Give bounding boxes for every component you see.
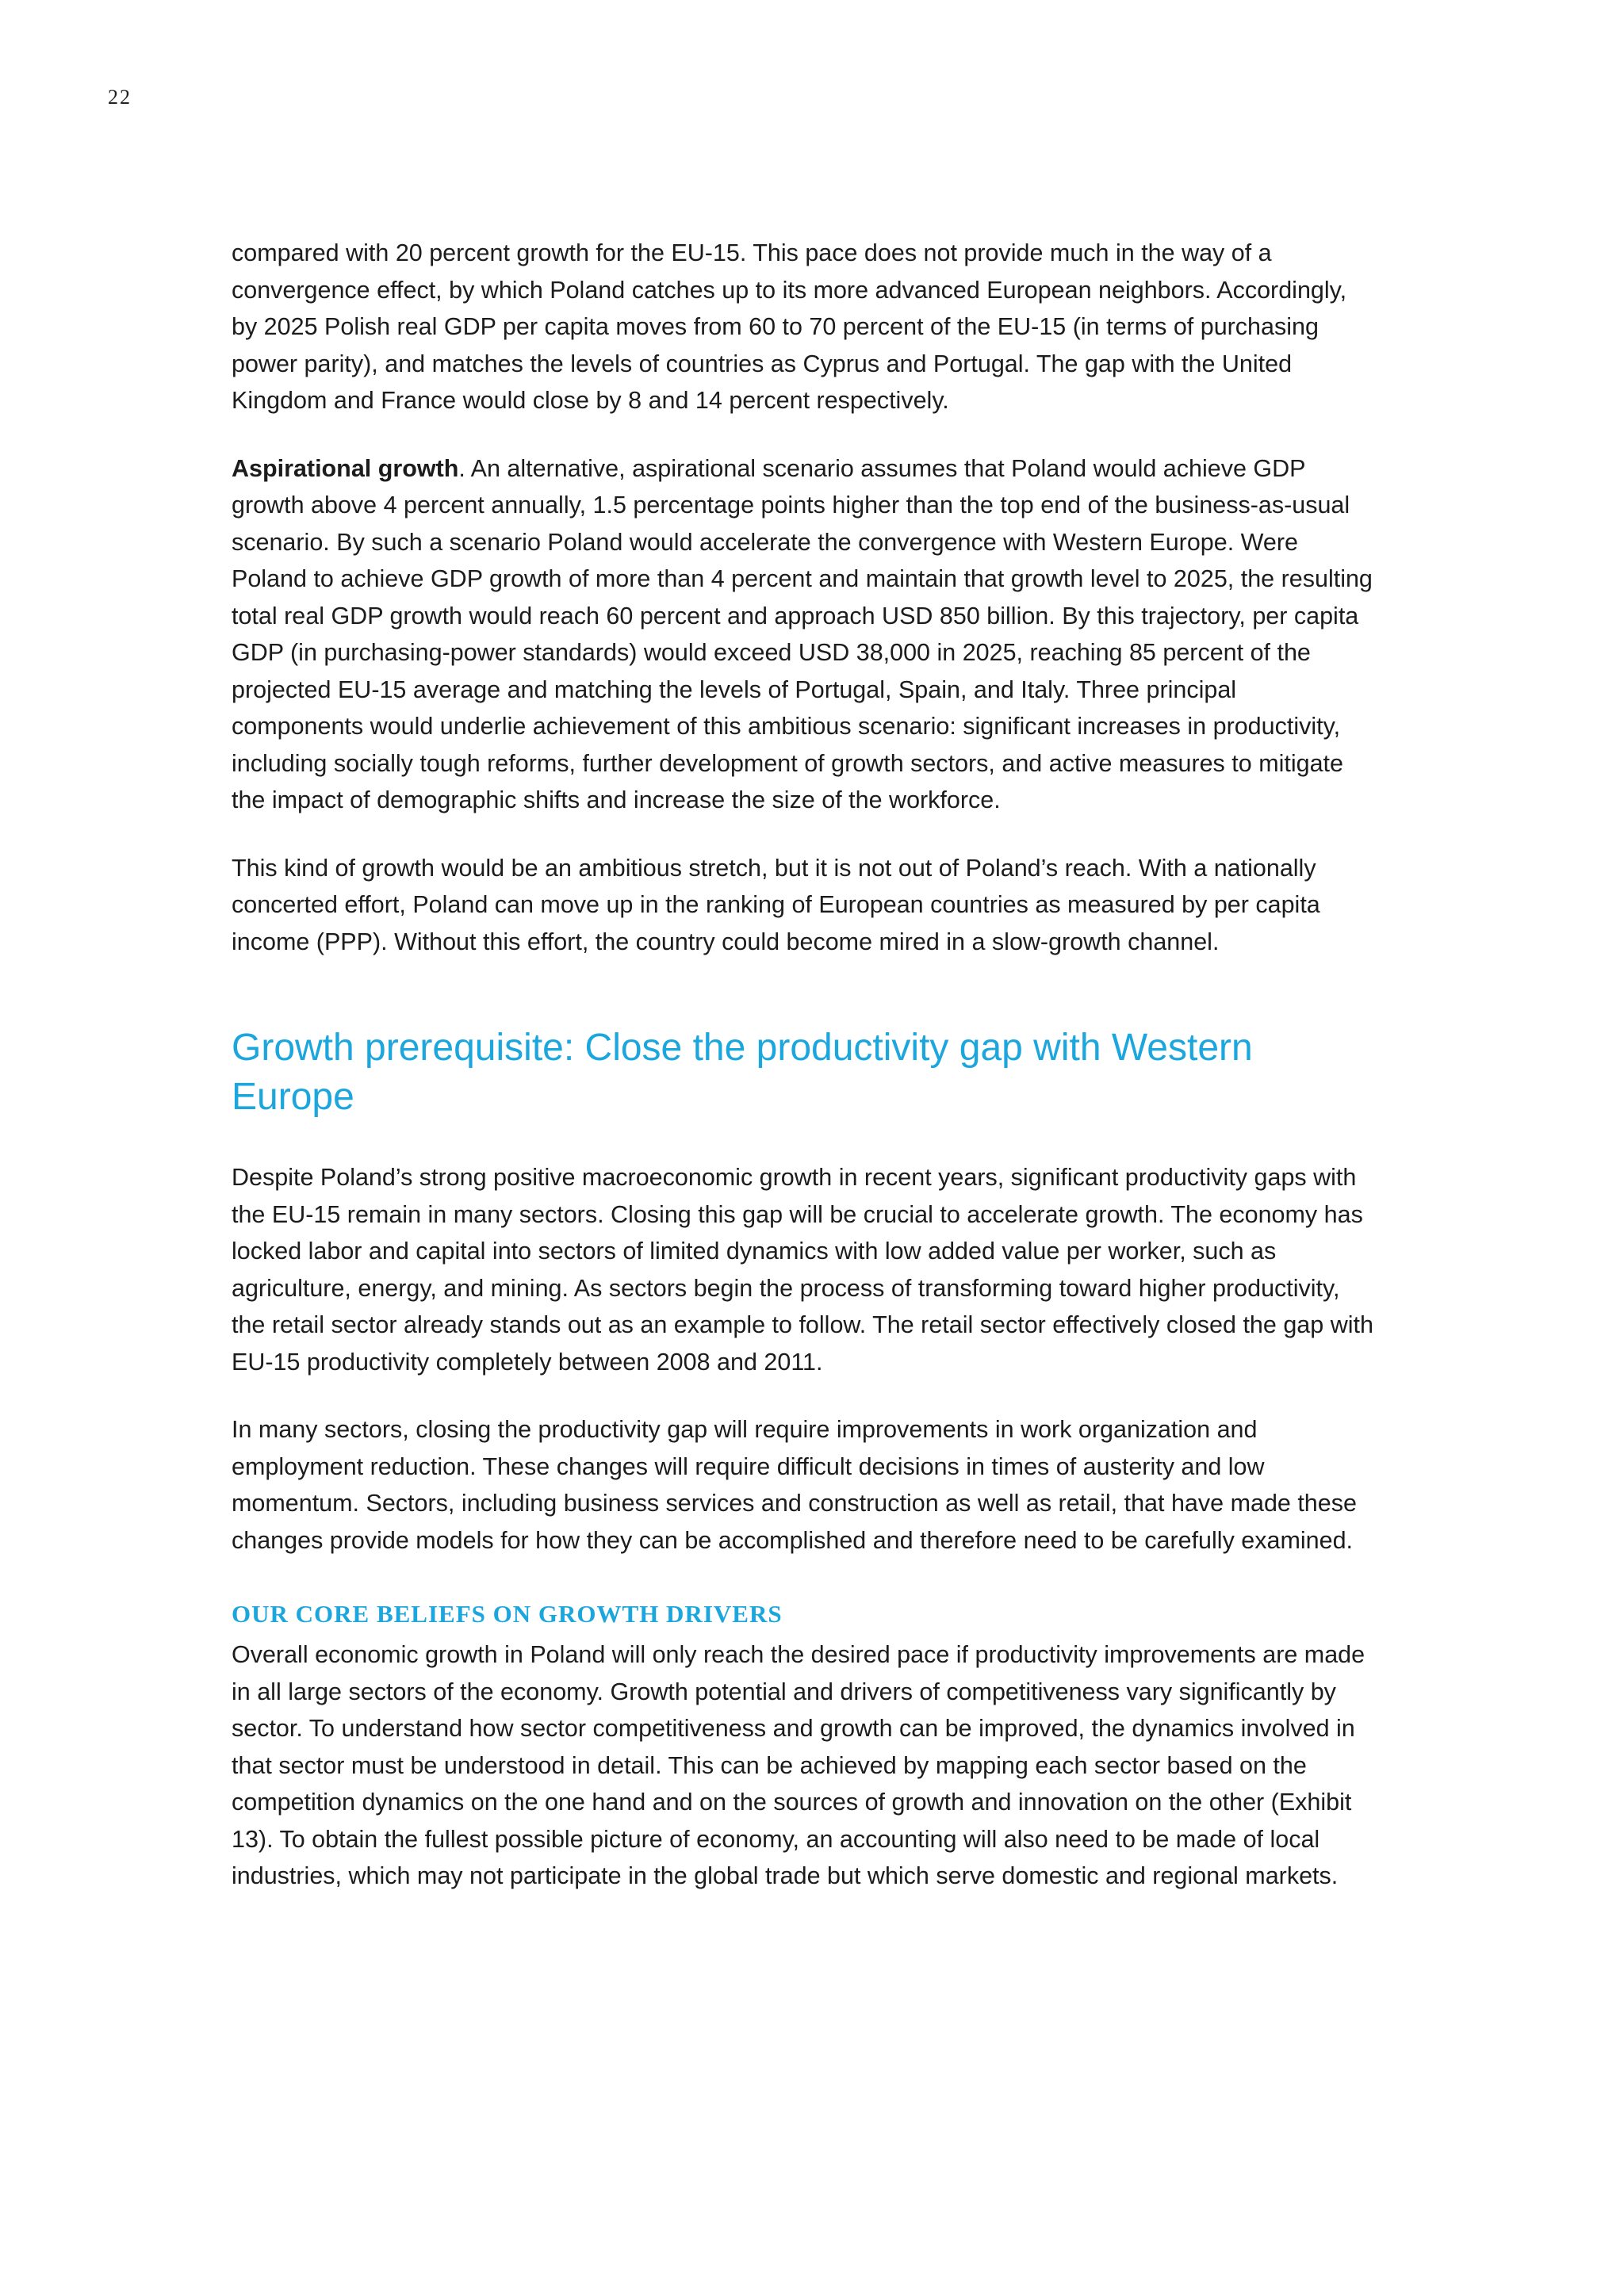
section-heading: Growth prerequisite: Close the productivity gap with Western Europe bbox=[232, 1027, 1253, 1118]
paragraph-convergence: compared with 20 percent growth for the EU-15. This pace does not provide much in the way of a convergence effect, by which Poland catches up to its more advanced European neighbors. Accordingly, by 2025 Polish real GDP per capita moves from 60 to 70 percent of the EU-15 (in terms of purchasing power parity), and matches the levels of countries as Cyprus and Portugal. The gap with the United Kingdom and France would close by 8 and 14 percent respectively. bbox=[232, 239, 1347, 414]
paragraph-work-organization: In many sectors, closing the productivity gap will require improvements in work organization and employment reduction. These changes will require difficult decisions in times of austerity and low momentum. Sectors, including business services and construction as well as retail, that have made these changes provide models for how they can be accomplished and therefore need to be carefully examined. bbox=[232, 1416, 1357, 1554]
subsection-heading: OUR CORE BELIEFS ON GROWTH DRIVERS bbox=[232, 1600, 783, 1628]
document-body bbox=[232, 235, 1373, 1926]
page-number: 22 bbox=[108, 86, 132, 109]
paragraph-growth-drivers: Overall economic growth in Poland will only reach the desired pace if productivity improvements are made in all large sectors of the economy. Growth potential and drivers of competitiveness vary significantly by sector. To understand how sector competitiveness and growth can be improved, the dynamics involved in that sector must be understood in detail. This can be achieved by mapping each sector based on the competition dynamics on the one hand and on the sources of growth and innovation on the other (Exhibit 13). To obtain the fullest possible picture of economy, an accounting will also need to be made of local industries, which may not participate in the global trade but which serve domestic and regional markets. bbox=[232, 1641, 1365, 1889]
paragraph-ambitious-stretch: This kind of growth would be an ambitious stretch, but it is not out of Poland’s reach. With a nationally concerted effort, Poland can move up in the ranking of European countries as measured by per capita income (PPP). Without this effort, the country could become mired in a slow-growth channel. bbox=[232, 854, 1320, 955]
paragraph-lead-term: Aspirational growth bbox=[232, 454, 459, 482]
paragraph-body-text: . An alternative, aspirational scenario assumes that Poland would achieve GDP growth above 4 percent annually, 1.5 percentage points higher than the top end of the business-as-usual scenario. By such a scenario Poland would accelerate the convergence with Western Europe. Were Poland to achieve GDP growth of more than 4 percent and maintain that growth level to 2025, the resulting total real GDP growth would reach 60 percent and approach USD 850 billion. By this trajectory, per capita GDP (in purchasing-power standards) would exceed USD 38,000 in 2025, reaching 85 percent of the projected EU-15 average and matching the levels of Portugal, Spain, and Italy. Three principal components would underlie achievement of this ambitious scenario: significant increases in productivity, including socially tough reforms, further development of growth sectors, and active measures to mitigate the impact of demographic shifts and increase the size of the workforce. bbox=[232, 454, 1373, 813]
paragraph-productivity-gaps: Despite Poland’s strong positive macroeconomic growth in recent years, significant productivity gaps with the EU-15 remain in many sectors. Closing this gap will be crucial to accelerate growth. The economy has locked labor and capital into sectors of limited dynamics with low added value per worker, such as agriculture, energy, and mining. As sectors begin the process of transforming toward higher productivity, the retail sector already stands out as an example to follow. The retail sector effectively closed the gap with EU-15 productivity completely between 2008 and 2011. bbox=[232, 1164, 1373, 1376]
paragraph-aspirational-growth bbox=[232, 450, 1373, 819]
